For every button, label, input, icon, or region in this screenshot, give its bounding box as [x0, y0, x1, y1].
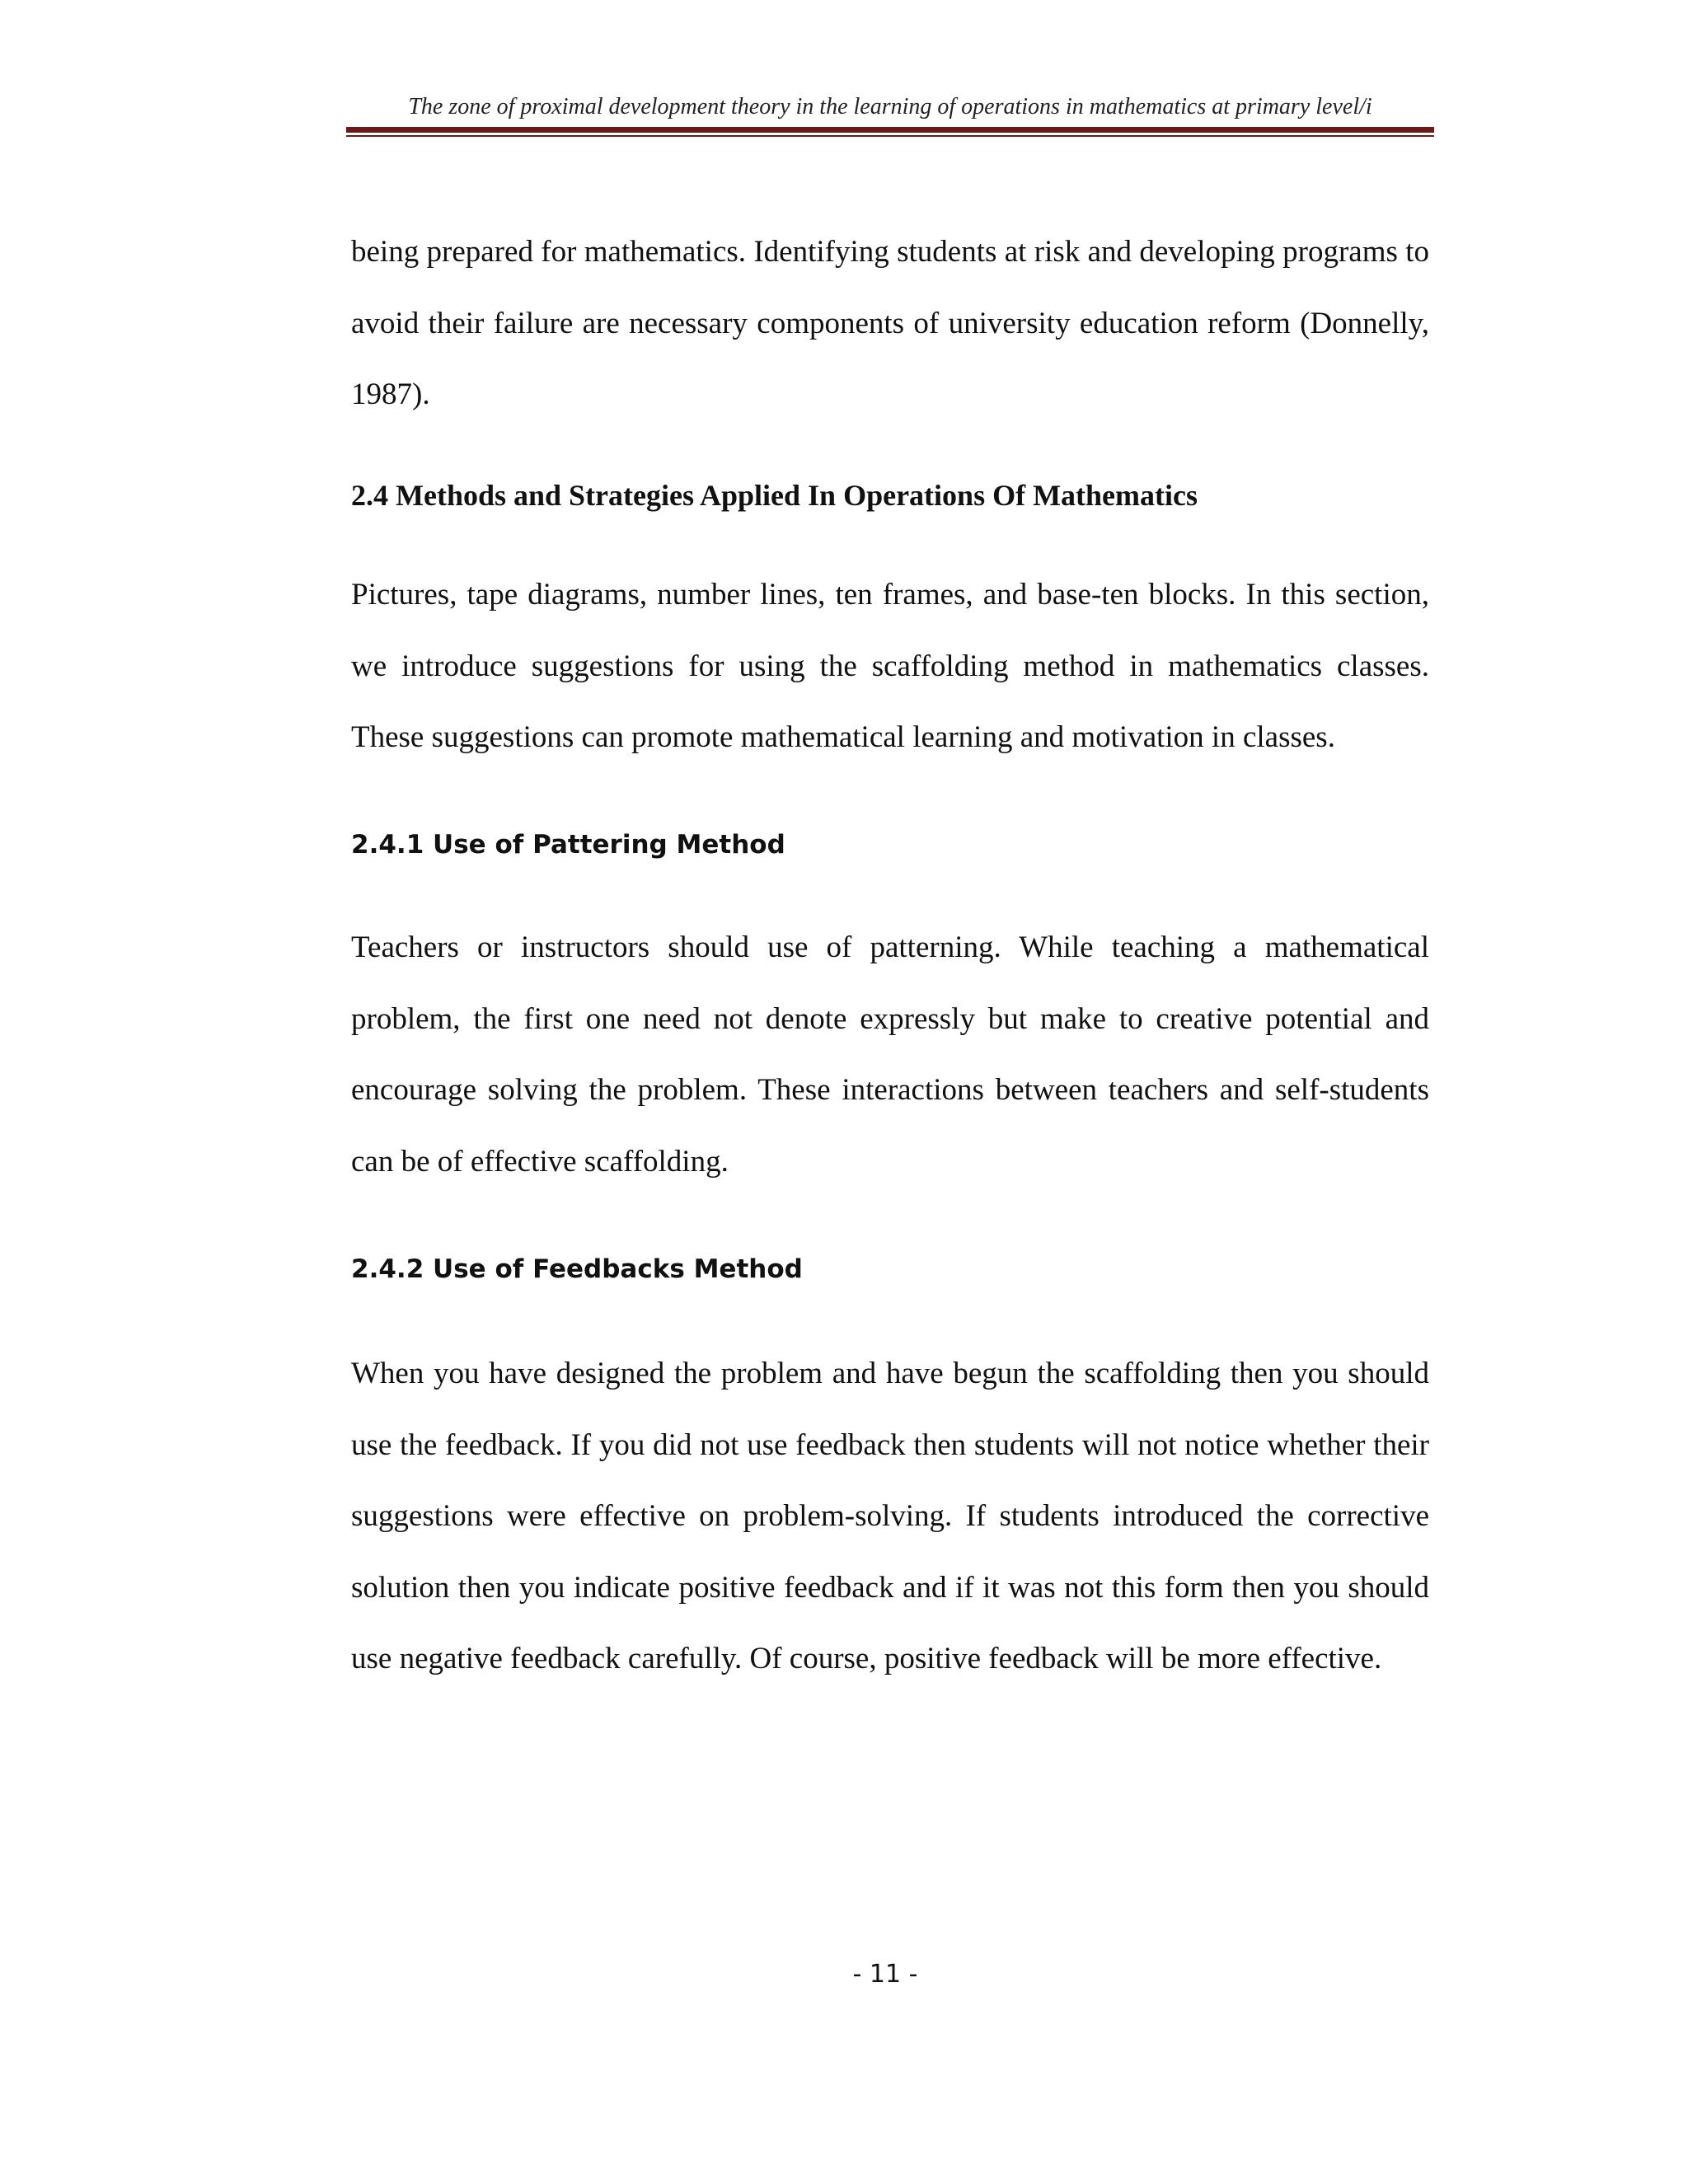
subsection-heading-2-4-1: 2.4.1 Use of Pattering Method — [351, 830, 785, 860]
paragraph-feedbacks: When you have designed the problem and have begun the scaffolding then you should use the feedback. If you did not use feedback then students will not notice whether their suggestions were effective on problem-solving. If students introduced the corrective solution then you indicate positive feedback and if it was not this form then you should use negative feedback carefully. Of course, positive feedback will be more effective. — [351, 1357, 1429, 1675]
paragraph-methods: Pictures, tape diagrams, number lines, ten frames, and base-ten blocks. In this section, we introduce suggestions for using the scaffolding method in mathematics classes. These suggestions can promote mathematical learning and motivation in classes. — [351, 578, 1429, 754]
page-number: - 11 - — [852, 1960, 918, 1989]
header-rule-thin — [346, 135, 1434, 137]
section-heading-2-4: 2.4 Methods and Strategies Applied In Operations Of Mathematics — [351, 479, 1198, 512]
header-rule-thick — [346, 127, 1434, 133]
running-header: The zone of proximal development theory in the learning of operations in mathematics at primary level/i — [408, 94, 1372, 120]
subsection-heading-2-4-2: 2.4.2 Use of Feedbacks Method — [351, 1254, 803, 1284]
paragraph-intro-continuation: being prepared for mathematics. Identifying students at risk and developing programs to avoid their failure are necessary components of university education reform (Donnelly, 1987). — [351, 235, 1429, 411]
paragraph-pattering: Teachers or instructors should use of patterning. While teaching a mathematical problem, the first one need not denote expressly but make to creative potential and encourage solving the problem. These interactions between teachers and self-students can be of effective scaffolding. — [351, 930, 1429, 1179]
